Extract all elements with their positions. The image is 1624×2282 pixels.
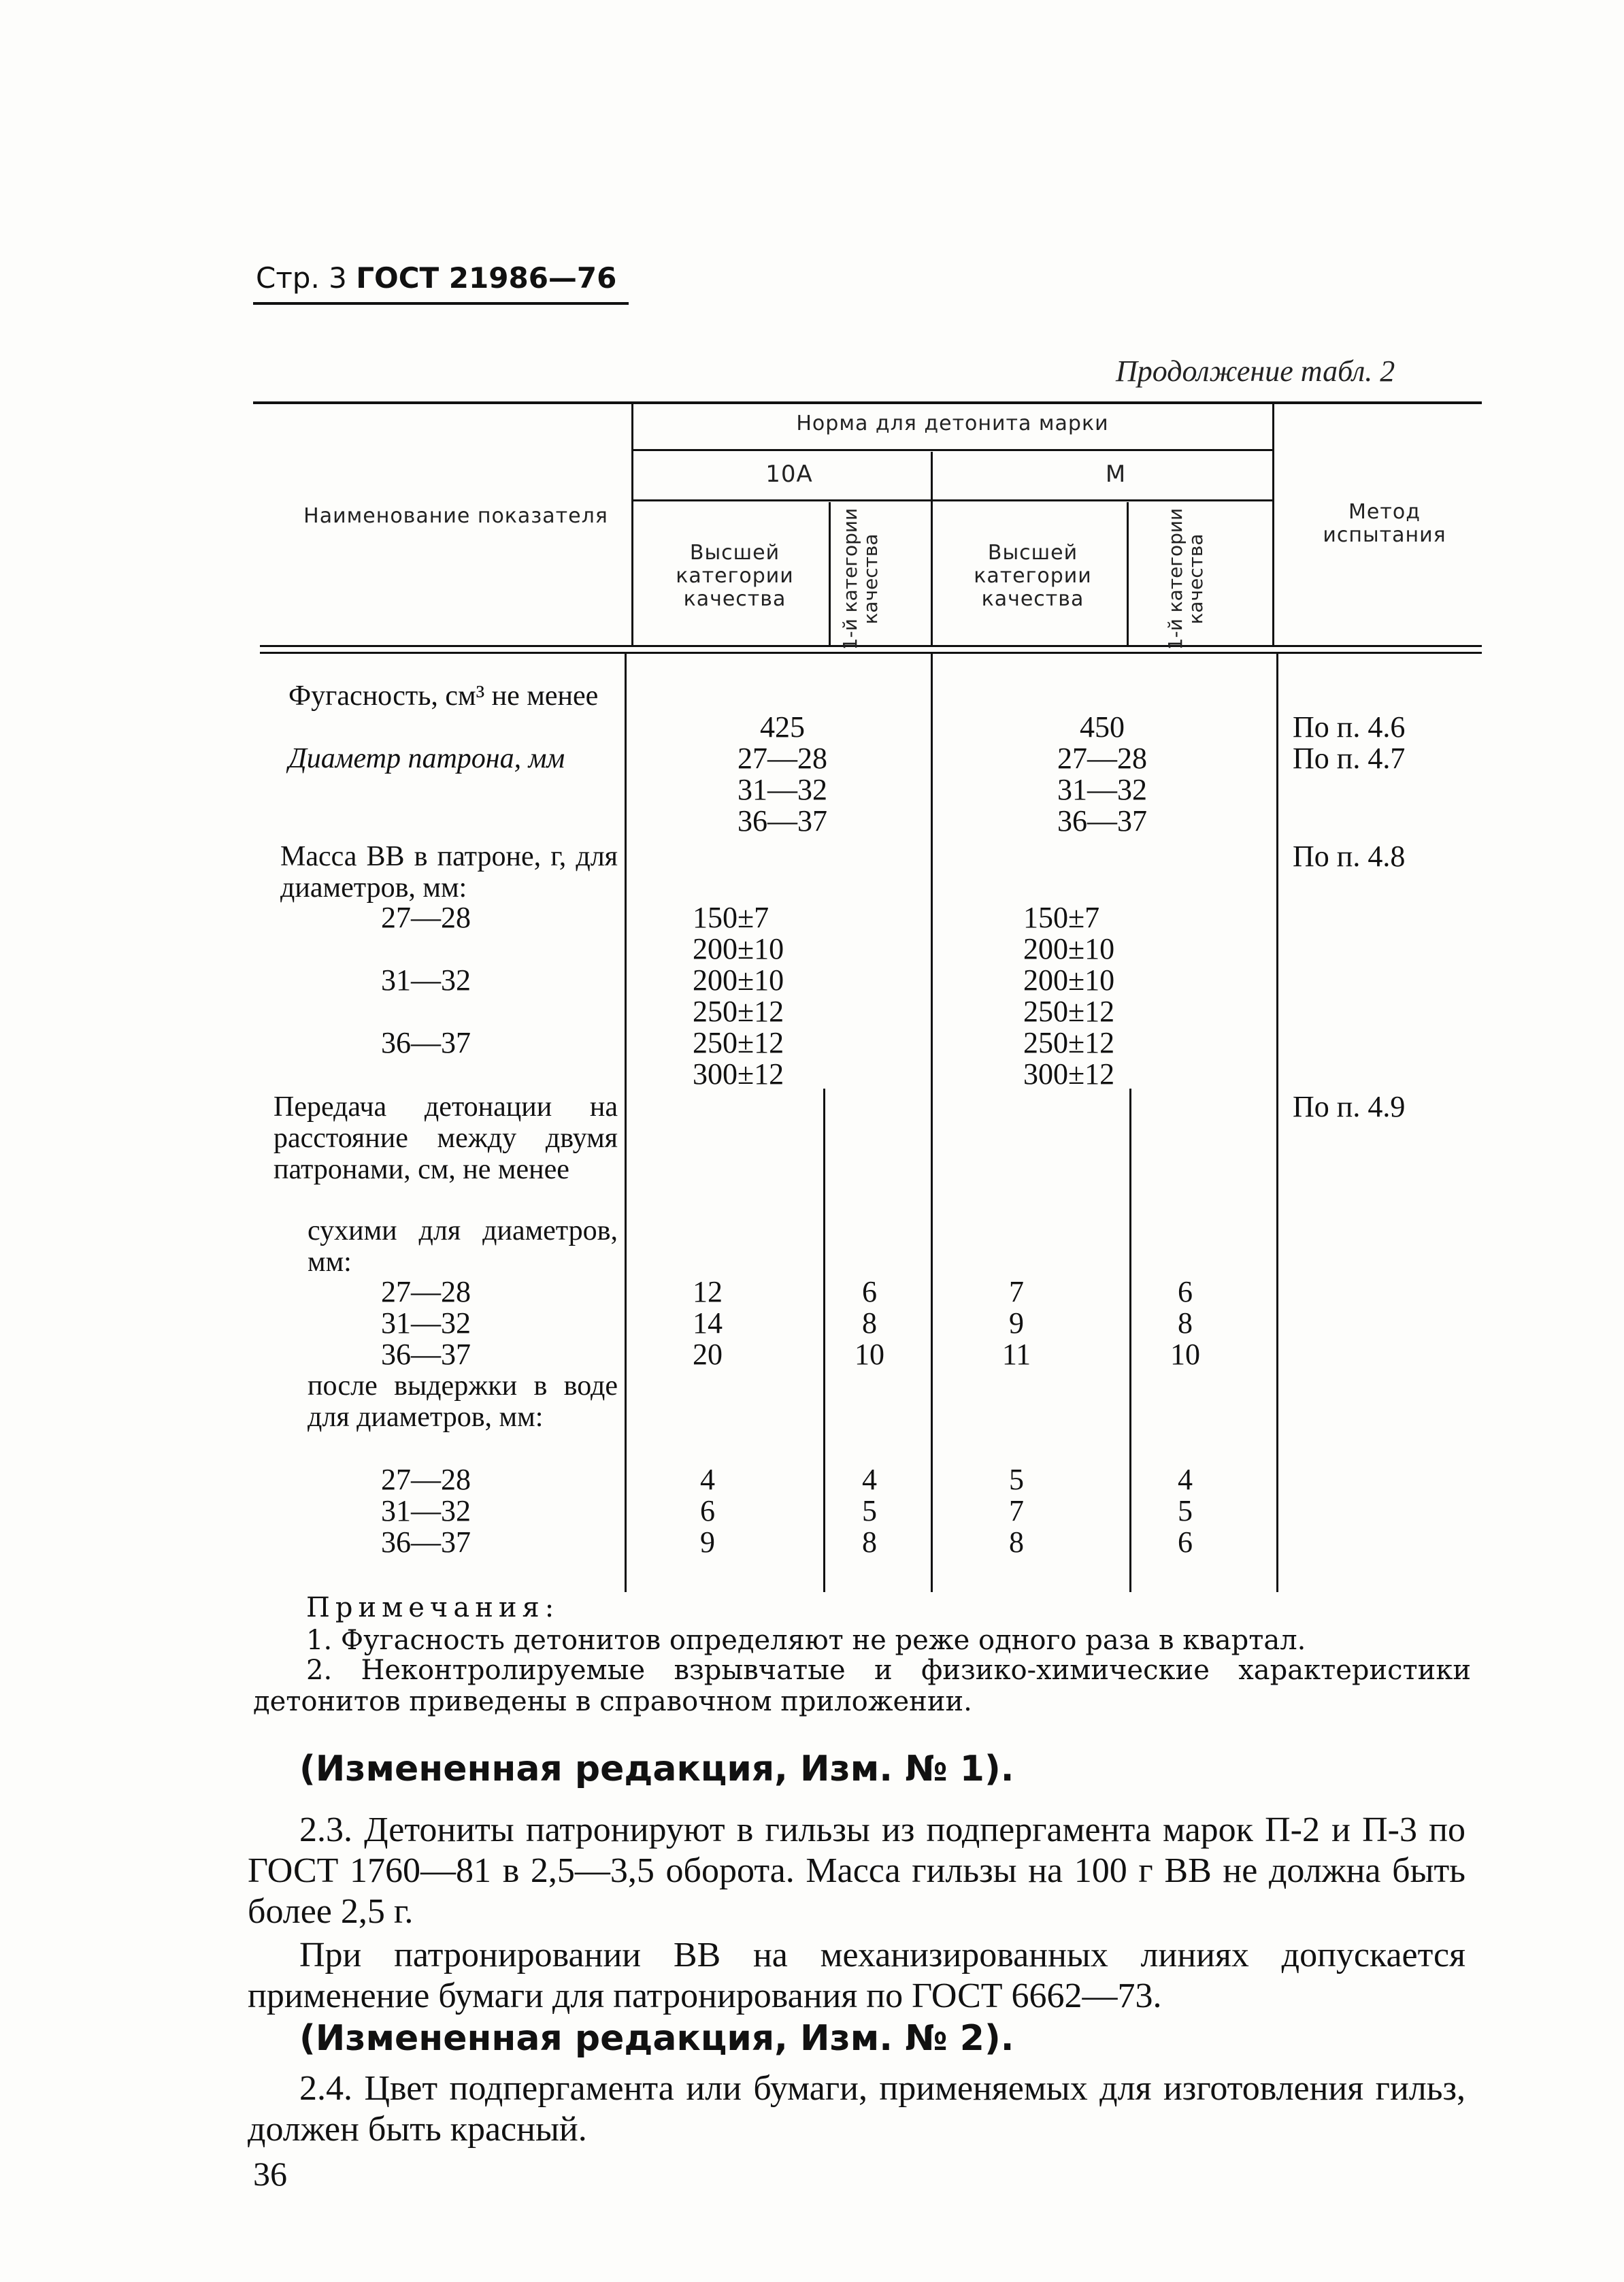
vline-name-body <box>625 653 627 1592</box>
amendment-2: (Измененная редакция, Изм. № 2). <box>299 2018 1014 2059</box>
row-diameter-label: Диаметр патрона, мм <box>288 743 565 774</box>
table-top-rule <box>253 401 1482 404</box>
water-10a-first-3: 8 <box>862 1525 877 1559</box>
header-norm: Норма для детонита марки <box>796 412 1109 435</box>
header-brand-m: М <box>1105 461 1127 488</box>
dry-m-high-1: 7 <box>1009 1275 1024 1308</box>
mass-diam-3: 36—37 <box>381 1026 471 1059</box>
mass-10a-5: 250±12 <box>693 1026 784 1059</box>
dry-m-first-3: 10 <box>1170 1338 1200 1371</box>
header-rule <box>253 302 629 305</box>
water-diam-3: 36—37 <box>381 1525 471 1559</box>
diameter-10a-3: 36—37 <box>738 804 827 838</box>
row-dry-label: сухими для диаметров, мм: <box>308 1215 618 1278</box>
water-m-high-2: 7 <box>1009 1494 1024 1527</box>
vline-brand-head <box>931 452 933 646</box>
header-first-category-1: 1-й категории качества <box>839 508 882 650</box>
diameter-m-1: 27—28 <box>1057 742 1147 775</box>
paragraph-2-3b: При патронировании ВВ на механизированных линиях допускается применение бумаги для патронирования по ГОСТ 6662—73. <box>248 1936 1465 2015</box>
page-number: 36 <box>253 2155 287 2193</box>
dry-10a-first-3: 10 <box>855 1338 884 1371</box>
water-m-high-3: 8 <box>1009 1525 1024 1559</box>
paragraph-2-4: 2.4. Цвет подпергамента или бумаги, применяемых для изготовления гильз, должен быть красный. <box>248 2069 1465 2149</box>
dry-10a-first-1: 6 <box>862 1275 877 1308</box>
header-higher-category-2: Высшей категории качества <box>974 541 1092 611</box>
vline-cat1-body <box>823 1089 825 1592</box>
water-diam-2: 31—32 <box>381 1494 471 1527</box>
mass-method: По п. 4.8 <box>1293 840 1406 873</box>
dry-diam-3: 36—37 <box>381 1338 471 1371</box>
note-1: 1. Фугасность детонитов определяют не реже одного раза в квартал. <box>306 1625 1306 1656</box>
vline-name-head <box>631 404 633 646</box>
header-method: Метод испытания <box>1323 500 1446 547</box>
water-10a-high-2: 6 <box>700 1494 715 1527</box>
vline-method-head <box>1272 404 1274 646</box>
mass-10a-1: 150±7 <box>693 901 769 934</box>
mass-10a-3: 200±10 <box>693 963 784 997</box>
mass-diam-2: 31—32 <box>381 963 471 997</box>
row-transfer-label: Передача детонации на расстояние между двумя патронами, см, не менее <box>274 1091 618 1185</box>
transfer-method: По п. 4.9 <box>1293 1090 1406 1123</box>
water-10a-first-1: 4 <box>862 1463 877 1496</box>
diameter-m-2: 31—32 <box>1057 773 1147 806</box>
water-m-first-2: 5 <box>1178 1494 1193 1527</box>
vline-cat2-body <box>1129 1089 1131 1592</box>
water-diam-1: 27—28 <box>381 1463 471 1496</box>
dry-m-high-3: 11 <box>1001 1338 1031 1371</box>
paragraph-2-3: 2.3. Детониты патронируют в гильзы из подпергамента марок П-2 и П-3 по ГОСТ 1760—81 в 2,5—3,5 оборота. Масса гильзы на 100 г ВВ не должна быть более 2,5 г. <box>248 1810 1465 1931</box>
dry-m-first-2: 8 <box>1178 1306 1193 1340</box>
note-2: 2. Неконтролируемые взрывчатые и физико-химические характеристики детонитов приведены в справочном приложении. <box>253 1655 1471 1717</box>
mass-m-6: 300±12 <box>1023 1057 1115 1091</box>
diameter-method: По п. 4.7 <box>1293 742 1406 775</box>
header-brand-10a: 10А <box>765 461 813 488</box>
header-first-category-2: 1-й категории качества <box>1164 508 1207 650</box>
mass-m-5: 250±12 <box>1023 1026 1115 1059</box>
header-higher-category-1: Высшей категории качества <box>676 541 794 611</box>
notes-title: Примечания: <box>306 1592 560 1623</box>
mass-10a-4: 250±12 <box>693 995 784 1028</box>
header-bottom-rule-2 <box>260 652 1482 654</box>
water-10a-high-1: 4 <box>700 1463 715 1496</box>
fugacity-m: 450 <box>1080 710 1125 744</box>
row-mass-label: Масса ВВ в патроне, г, для диаметров, мм: <box>280 841 618 904</box>
water-m-first-1: 4 <box>1178 1463 1193 1496</box>
dry-m-first-1: 6 <box>1178 1275 1193 1308</box>
diameter-10a-1: 27—28 <box>738 742 827 775</box>
mass-m-4: 250±12 <box>1023 995 1115 1028</box>
water-10a-high-3: 9 <box>700 1525 715 1559</box>
vline-method-body <box>1276 653 1278 1592</box>
dry-m-high-2: 9 <box>1009 1306 1024 1340</box>
mass-diam-1: 27—28 <box>381 901 471 934</box>
mass-10a-6: 300±12 <box>693 1057 784 1091</box>
diameter-10a-2: 31—32 <box>738 773 827 806</box>
brand-rule <box>633 499 1272 501</box>
mass-m-2: 200±10 <box>1023 932 1115 965</box>
dry-diam-2: 31—32 <box>381 1306 471 1340</box>
mass-m-1: 150±7 <box>1023 901 1100 934</box>
norm-rule <box>633 449 1272 451</box>
water-10a-first-2: 5 <box>862 1494 877 1527</box>
amendment-1: (Измененная редакция, Изм. № 1). <box>299 1749 1014 1789</box>
row-water-label: после выдержки в воде для диаметров, мм: <box>308 1370 618 1433</box>
vline-cat1-head <box>829 502 831 646</box>
vline-brand-body <box>931 653 933 1592</box>
dry-10a-high-2: 14 <box>693 1306 723 1340</box>
dry-10a-high-3: 20 <box>693 1338 723 1371</box>
fugacity-10a: 425 <box>760 710 805 744</box>
mass-m-3: 200±10 <box>1023 963 1115 997</box>
header-name: Наименование показателя <box>303 504 608 528</box>
table-continuation: Продолжение табл. 2 <box>1116 354 1395 388</box>
page-header <box>256 261 616 295</box>
page-label: Стр. 3 <box>256 261 347 295</box>
diameter-m-3: 36—37 <box>1057 804 1147 838</box>
water-m-high-1: 5 <box>1009 1463 1024 1496</box>
row-fugacity-label: Фугасность, см³ не менее <box>288 680 599 712</box>
dry-diam-1: 27—28 <box>381 1275 471 1308</box>
dry-10a-high-1: 12 <box>693 1275 723 1308</box>
fugacity-method: По п. 4.6 <box>1293 710 1406 744</box>
water-m-first-3: 6 <box>1178 1525 1193 1559</box>
dry-10a-first-2: 8 <box>862 1306 877 1340</box>
vline-cat2-head <box>1127 502 1129 646</box>
mass-10a-2: 200±10 <box>693 932 784 965</box>
standard-number: ГОСТ 21986—76 <box>356 261 617 295</box>
